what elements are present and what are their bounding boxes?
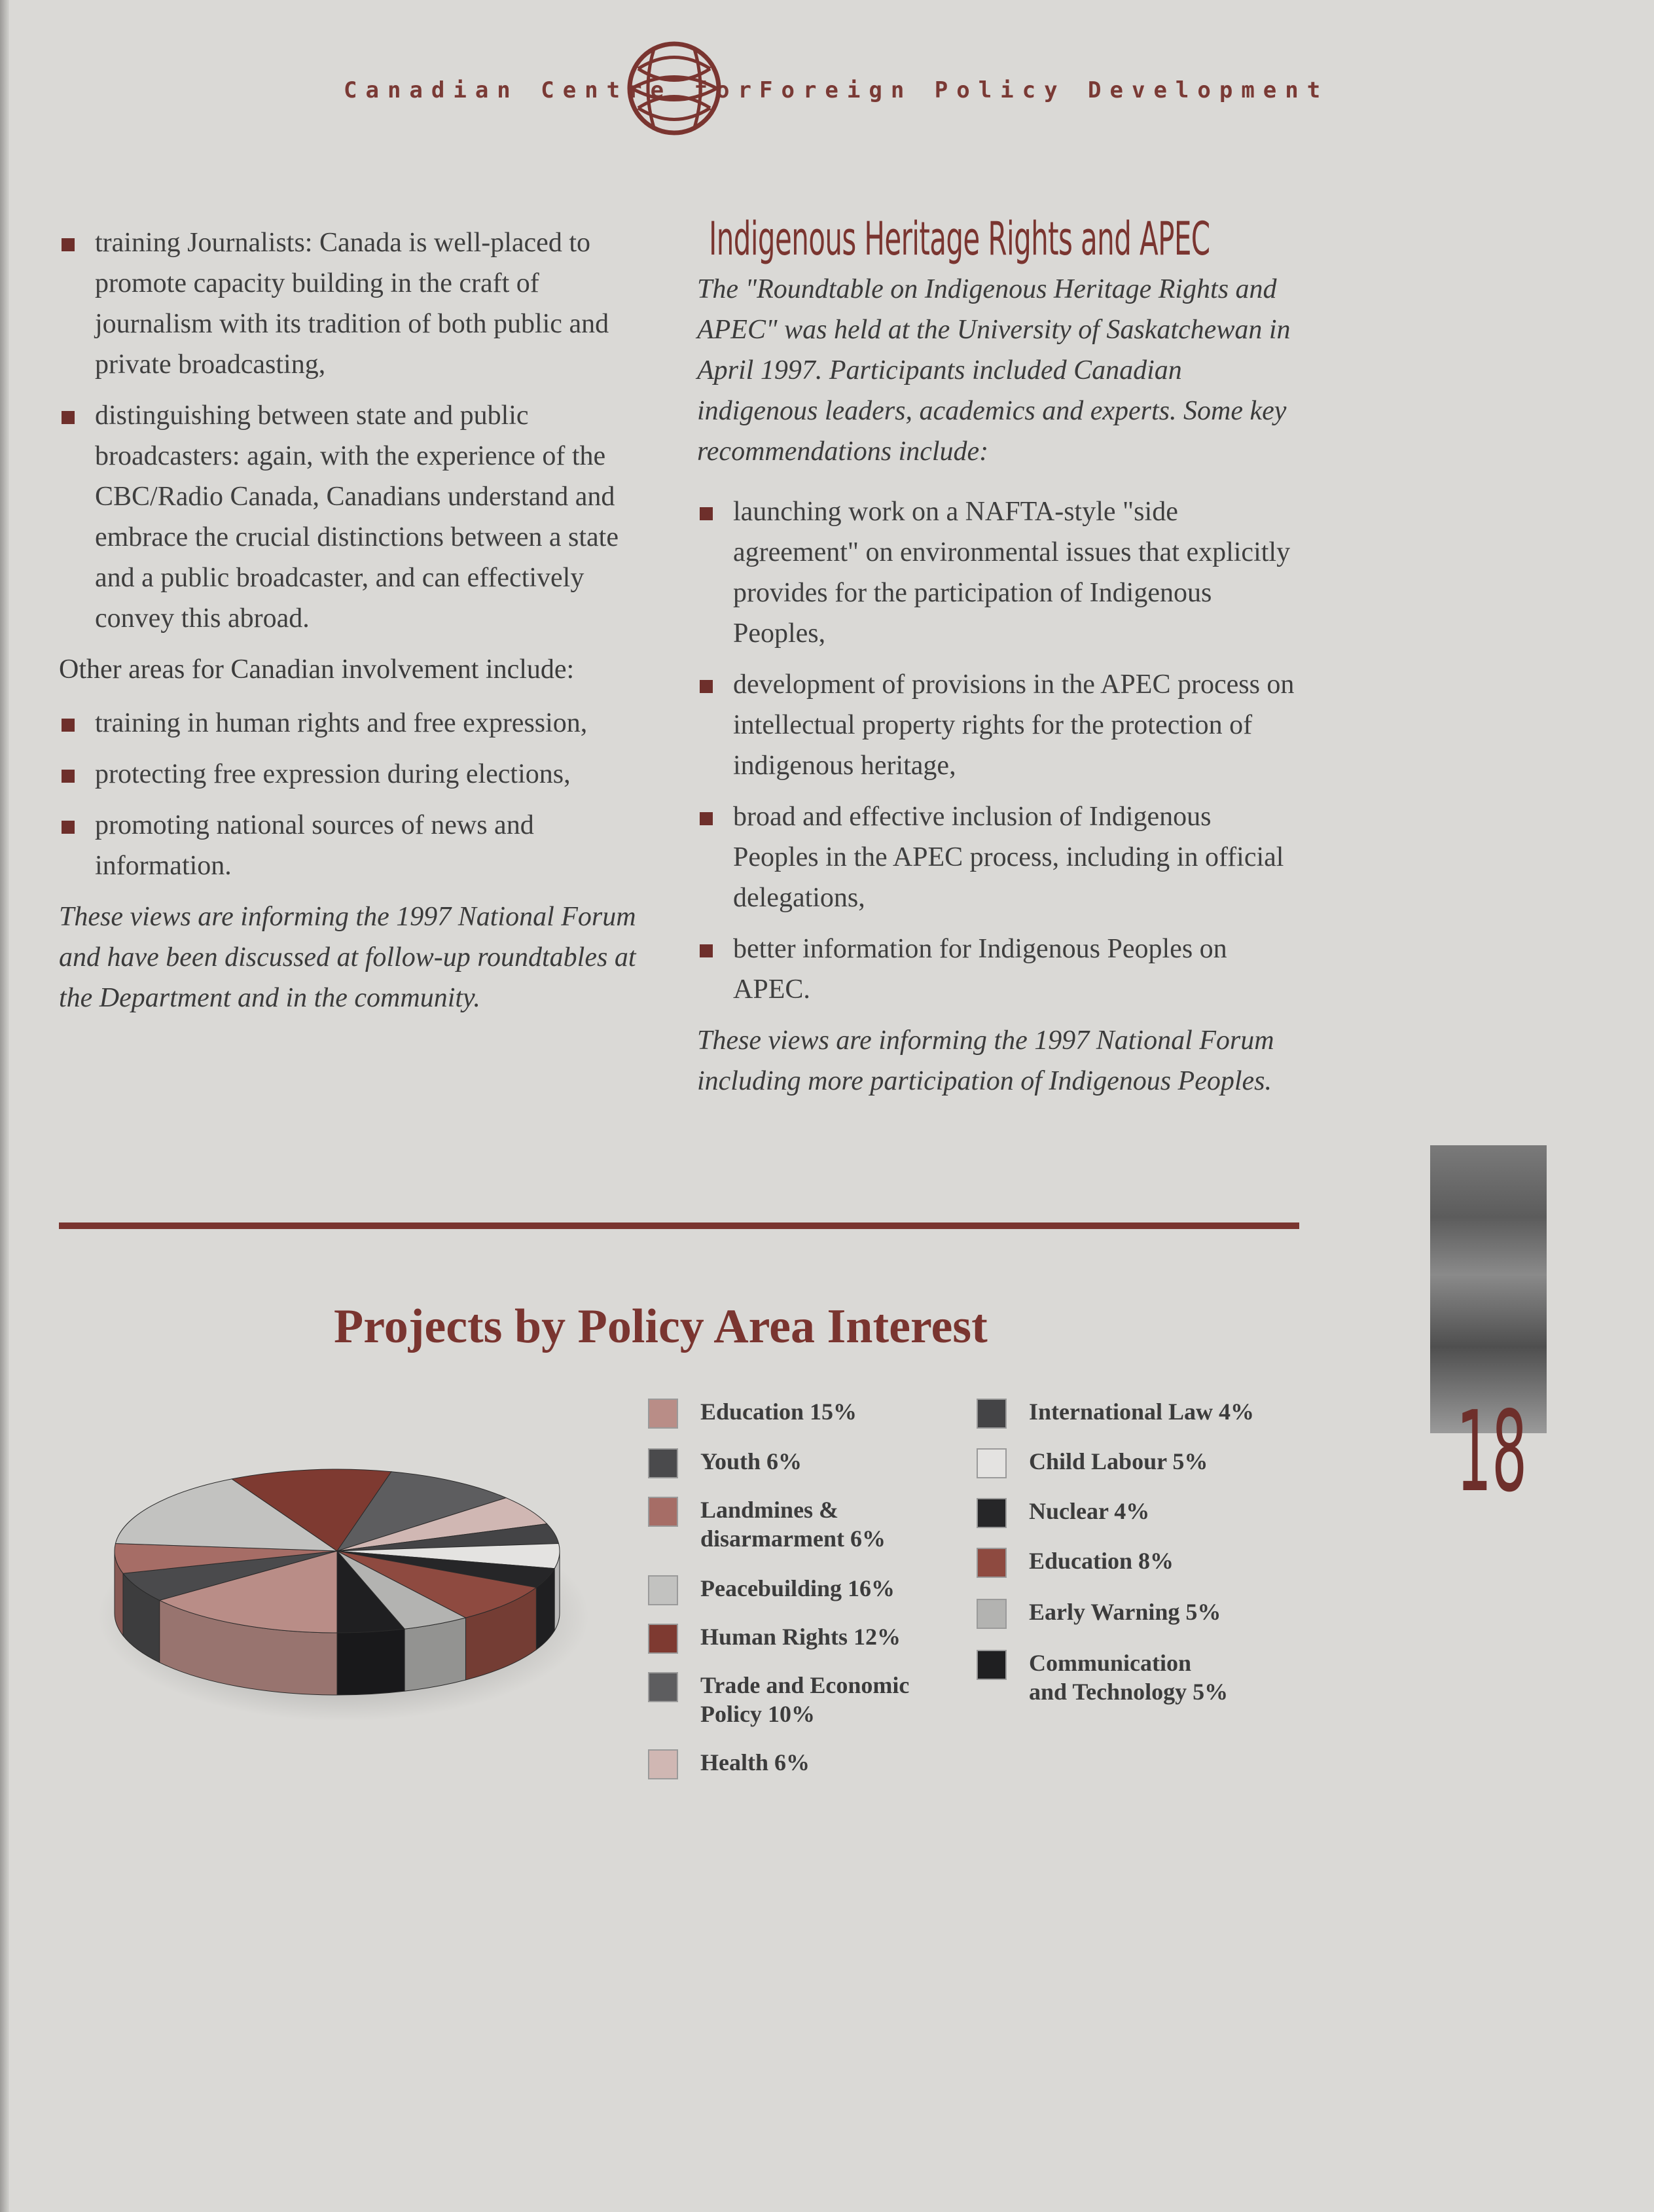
- list-item: distinguishing between state and public broadcasters: again, with the experience of the CBC/Radio Canada, Canadians understand and embrace the crucial distinctions between a state and a public broadcaster, and can effectively convey this abroad.: [59, 395, 648, 639]
- pie-side-communication-and-technology: [337, 1629, 405, 1695]
- legend-swatch: [648, 1624, 678, 1654]
- legend-item-education: Education 15%: [648, 1397, 962, 1426]
- bullet-square-icon: [62, 411, 75, 424]
- legend-item-health: Health 6%: [648, 1748, 962, 1777]
- bullet-square-icon: [700, 507, 713, 520]
- list-item: training in human rights and free expression,: [59, 703, 648, 743]
- left-column: [59, 223, 648, 1031]
- legend-swatch: [648, 1672, 678, 1702]
- closing-paragraph: These views are informing the 1997 National Forum including more participation of Indigenous Peoples.: [697, 1026, 1274, 1096]
- page-number: 18: [1456, 1387, 1528, 1517]
- header-left-text: Canadian Centre for: [344, 77, 760, 103]
- header: [0, 39, 1654, 144]
- list-item: promoting national sources of news and information.: [59, 805, 648, 886]
- bullet-list-b: [59, 703, 648, 886]
- legend-item-trade: Trade and Economic Policy 10%: [648, 1671, 962, 1728]
- closing-paragraph: These views are informing the 1997 National Forum and have been discussed at follow-up roundtables at the Department and in the community.: [59, 902, 636, 1013]
- legend-swatch: [648, 1749, 678, 1779]
- bullet-square-icon: [700, 680, 713, 693]
- right-column: [697, 213, 1303, 1115]
- legend-item-nuclear: Nuclear 4%: [977, 1497, 1304, 1525]
- globe-logo-icon: [625, 39, 723, 137]
- intro-paragraph: The "Roundtable on Indigenous Heritage Rights and APEC" was held at the University of Saskatchewan in April 1997. Participants included Canadian indigenous leaders, academics and experts. Some key recommendations include:: [697, 274, 1291, 467]
- legend-item-early-warning: Early Warning 5%: [977, 1597, 1304, 1626]
- legend-column-1: [648, 1397, 962, 1777]
- bullet-square-icon: [62, 238, 75, 251]
- pie-side-early-warning: [405, 1618, 465, 1691]
- legend-item-peacebuilding: Peacebuilding 16%: [648, 1574, 962, 1603]
- list-item: training Journalists: Canada is well-placed to promote capacity building in the craft of journalism with its tradition of both public and private broadcasting,: [59, 223, 648, 385]
- legend-swatch: [648, 1575, 678, 1605]
- legend-swatch: [648, 1497, 678, 1527]
- legend-swatch: [977, 1399, 1007, 1429]
- header-right-text: Foreign Policy Development: [759, 77, 1329, 103]
- legend-item-communication: Communication and Technology 5%: [977, 1649, 1304, 1706]
- legend-swatch: [977, 1448, 1007, 1478]
- list-item: launching work on a NAFTA-style "side agreement" on environmental issues that explicitly provides for the participation of Indigenous Peoples,: [697, 491, 1303, 654]
- legend-item-education-2: Education 8%: [977, 1546, 1304, 1575]
- bullet-square-icon: [700, 812, 713, 825]
- bullet-square-icon: [62, 770, 75, 783]
- section-title: Indigenous Heritage Rights and APEC: [709, 212, 1210, 266]
- legend-item-human-rights: Human Rights 12%: [648, 1622, 962, 1651]
- bullet-square-icon: [62, 719, 75, 732]
- intro-paragraph: Other areas for Canadian involvement include:: [59, 654, 575, 685]
- legend-swatch: [648, 1399, 678, 1429]
- bullet-square-icon: [62, 821, 75, 834]
- legend-swatch: [977, 1548, 1007, 1578]
- list-item: broad and effective inclusion of Indigenous Peoples in the APEC process, including in official delegations,: [697, 796, 1303, 918]
- legend-swatch: [648, 1448, 678, 1478]
- bullet-square-icon: [700, 944, 713, 957]
- chart-title: Projects by Policy Area Interest: [334, 1300, 988, 1353]
- list-item: protecting free expression during elections,: [59, 754, 648, 794]
- list-item: better information for Indigenous Peoples on APEC.: [697, 929, 1303, 1010]
- list-item: development of provisions in the APEC process on intellectual property rights for the protection of indigenous heritage,: [697, 664, 1303, 786]
- page-edge: [0, 0, 9, 2212]
- recommendations-list: [697, 491, 1303, 1010]
- legend-item-child-labour: Child Labour 5%: [977, 1447, 1304, 1476]
- legend-column-2: [977, 1397, 1304, 1706]
- section-heading: [697, 213, 1303, 265]
- legend-item-international-law: International Law 4%: [977, 1397, 1304, 1426]
- divider: [59, 1222, 1299, 1229]
- legend-swatch: [977, 1599, 1007, 1629]
- pie-chart: [98, 1440, 596, 1728]
- bullet-list-a: [59, 223, 648, 639]
- legend-swatch: [977, 1498, 1007, 1528]
- legend-item-landmines: Landmines & disarmarment 6%: [648, 1495, 962, 1553]
- legend-swatch: [977, 1650, 1007, 1680]
- legend-item-youth: Youth 6%: [648, 1447, 962, 1476]
